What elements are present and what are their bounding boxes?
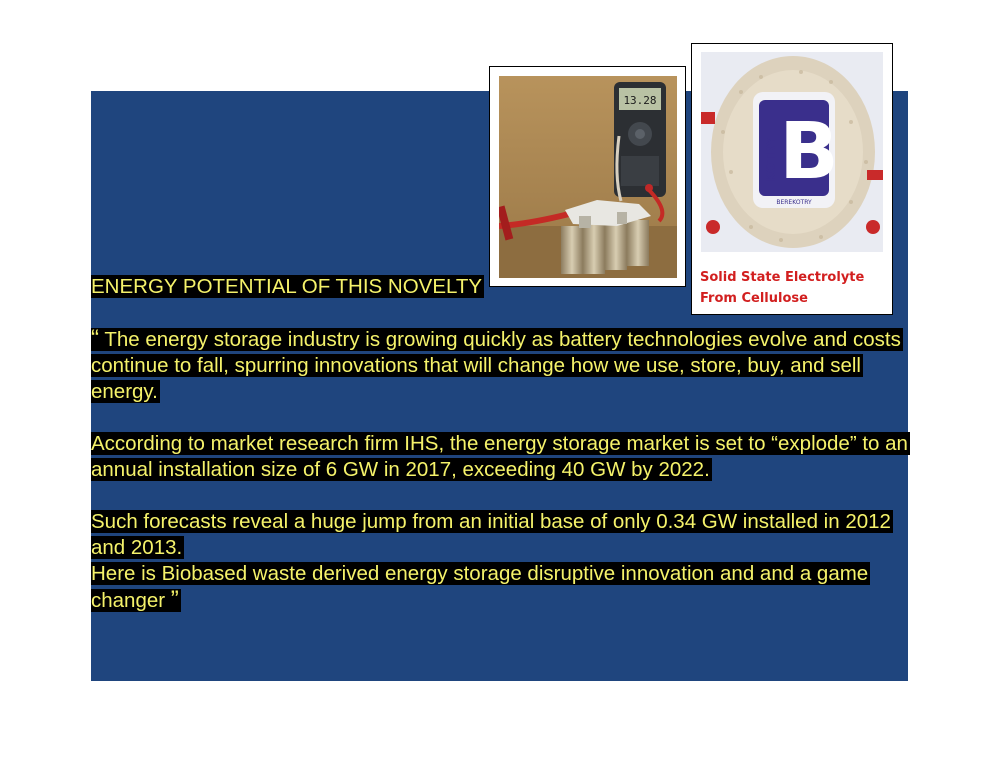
battery-illustration (499, 76, 677, 278)
bag-brand-text: BEREKOTRY (776, 199, 812, 206)
electrolyte-photo (691, 43, 893, 315)
paragraph-3 (91, 509, 908, 561)
electrolyte-caption-line-2: From Cellulose (700, 291, 808, 306)
battery-photo (489, 66, 686, 287)
paragraph-3-text: Such forecasts reveal a huge jump from an initial base of only 0.34 GW installed in 2012 and 2013. (91, 510, 891, 559)
battery-photo-image (499, 76, 677, 278)
paragraph-4-text: Here is Biobased waste derived energy storage disruptive innovation and and a game changer (91, 562, 869, 612)
heading-text: ENERGY POTENTIAL OF THIS NOVELTY (91, 275, 483, 298)
paragraph-1-text: The energy storage industry is growing quickly as battery technologies evolve and costs continue to fall, spurring innovations that will change how we use, store, buy, and sell energy. (91, 328, 901, 403)
electrolyte-illustration (701, 52, 883, 252)
electrolyte-caption-line-1: Solid State Electrolyte (700, 270, 865, 285)
open-quote-mark: “ (91, 325, 99, 352)
meter-reading: 13.28 (623, 94, 657, 107)
electrolyte-photo-image (701, 52, 883, 252)
paragraph-1 (91, 326, 908, 405)
paragraph-2 (91, 431, 908, 483)
slide-text (91, 274, 908, 614)
close-quote-mark: ” (170, 586, 179, 613)
bag-logo-letter: B (779, 107, 839, 197)
paragraph-2-text: According to market research firm IHS, the energy storage market is set to “explode” to an annual installation size of 6 GW in 2017, exceeding 40 GW by 2022. (91, 432, 908, 481)
bag-logo-text: KOTRY (764, 137, 778, 182)
paragraph-4 (91, 561, 908, 614)
